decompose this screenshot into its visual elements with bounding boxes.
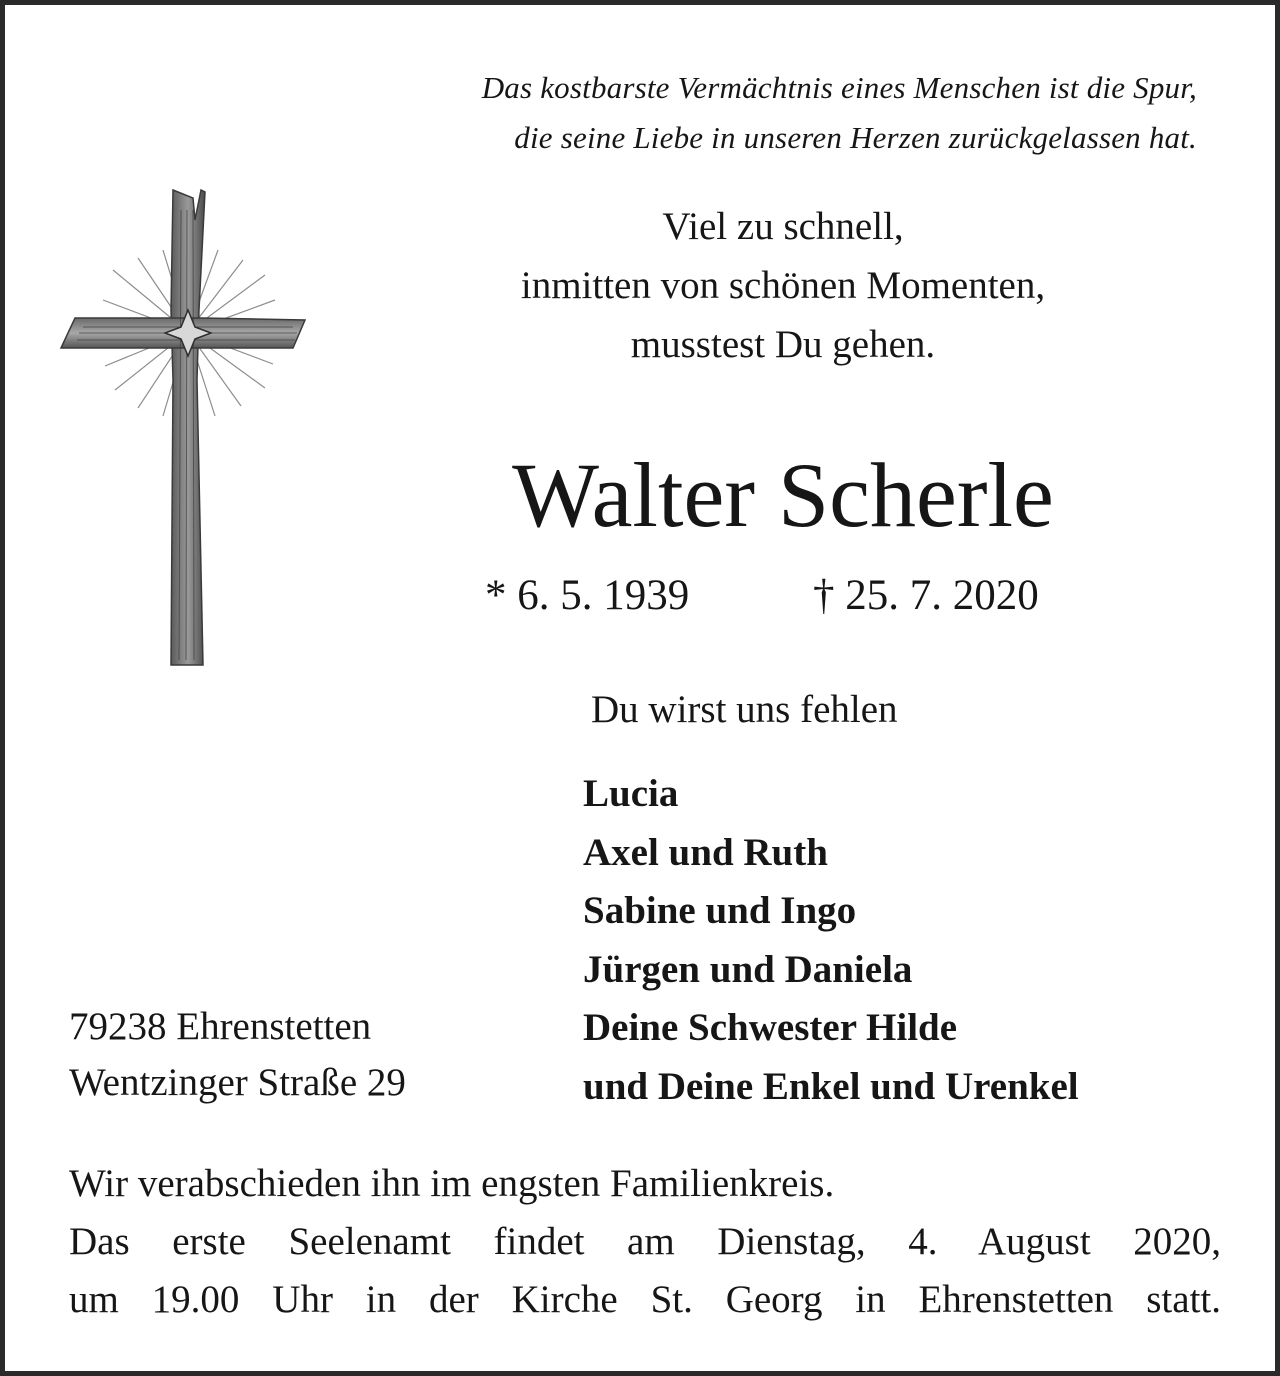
verse-line: inmitten von schönen Momenten,	[520, 264, 1046, 307]
cross-icon	[43, 180, 333, 680]
family-address	[69, 999, 406, 1111]
mourner: Jürgen und Daniela	[583, 947, 913, 991]
verse	[393, 197, 1173, 374]
notice-line: Wir verabschieden ihn im engsten Familienkreis.	[69, 1162, 835, 1205]
quote-line: Das kostbarste Vermächtnis eines Menschen ist die Spur,	[481, 70, 1197, 105]
mourners-list	[583, 765, 1079, 1117]
birth-date: * 6. 5. 1939	[485, 572, 690, 619]
service-notice	[69, 1155, 1221, 1329]
epigraph-quote	[297, 63, 1197, 163]
closing-phrase: Du wirst uns fehlen	[591, 688, 898, 731]
mourner: Lucia	[583, 772, 679, 815]
notice-line: Das erste Seelenamt findet am Dienstag, 4. August 2020,	[69, 1220, 1221, 1263]
deceased-name: Walter Scherle	[512, 444, 1054, 546]
death-date: † 25. 7. 2020	[813, 572, 1039, 619]
mourner: Sabine und Ingo	[583, 889, 857, 933]
mourner: und Deine Enkel und Urenkel	[583, 1064, 1079, 1108]
verse-line: Viel zu schnell,	[662, 205, 904, 248]
address-line: 79238 Ehrenstetten	[69, 1005, 372, 1048]
address-line: Wentzinger Straße 29	[69, 1061, 406, 1104]
quote-line: die seine Liebe in unseren Herzen zurückgelassen hat.	[514, 120, 1197, 155]
mourner: Axel und Ruth	[583, 830, 828, 874]
mourner: Deine Schwester Hilde	[583, 1006, 958, 1050]
verse-line: musstest Du gehen.	[630, 323, 936, 366]
notice-line: um 19.00 Uhr in der Kirche St. Georg in Ehrenstetten statt.	[69, 1278, 1221, 1321]
